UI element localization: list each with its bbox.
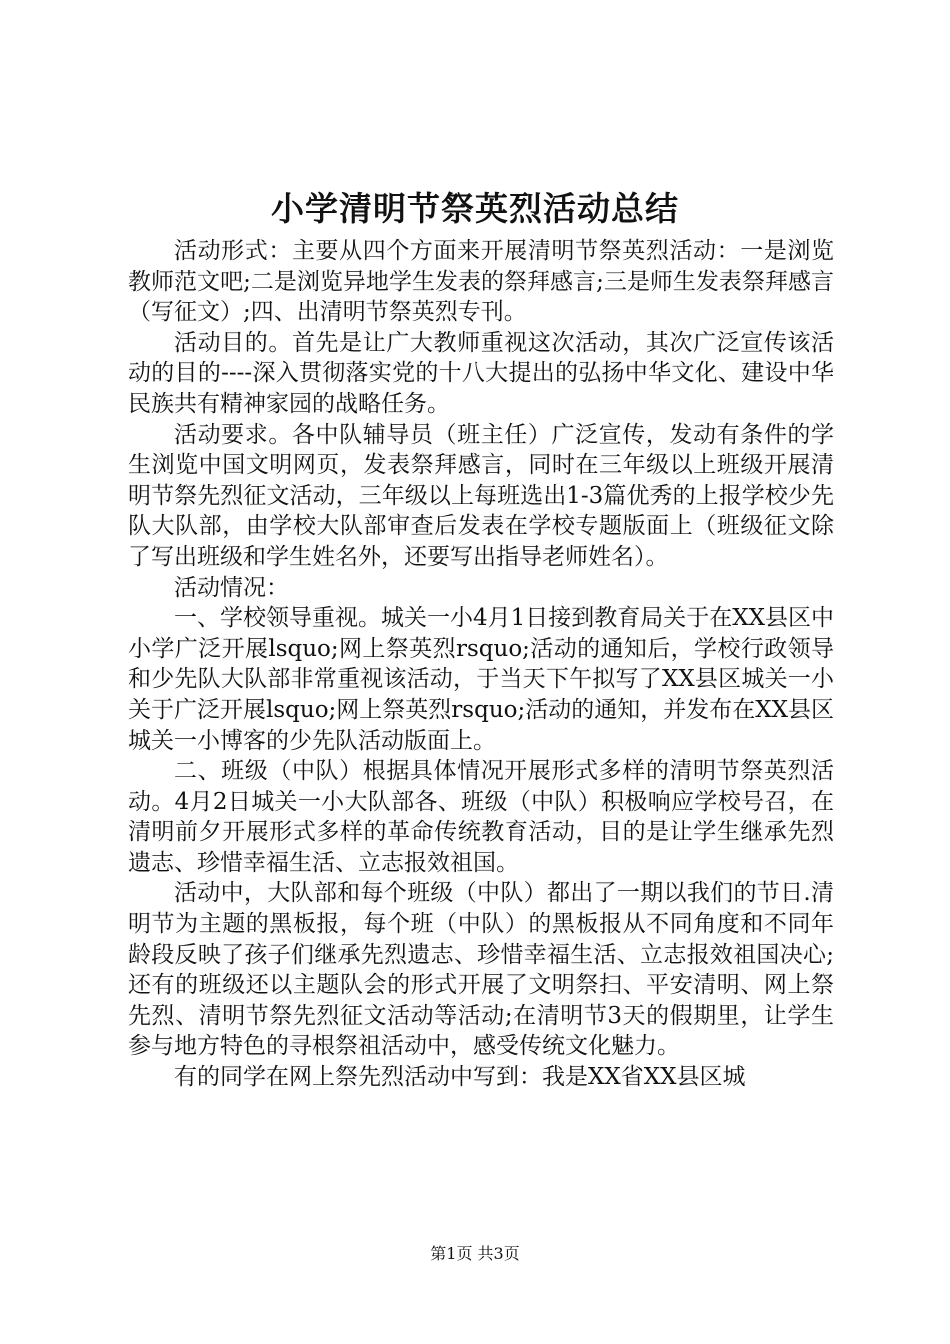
- paragraph-blackboard: 活动中，大队部和每个班级（中队）都出了一期以我们的节日.清明节为主题的黑板报，每个班（中队）的黑板报从不同角度和不同年龄段反映了孩子们继承先烈遗志、珍惜幸福生活、立志报效祖国决心;还有的班级还以主题队会的形式开展了文明祭扫、平安清明、网上祭先烈、清明节祭先烈征文活动等活动;在清明节3天的假期里，让学生参与地方特色的寻根祭祖活动中，感受传统文化魅力。: [128, 880, 834, 1060]
- paragraph-student-writing: 有的同学在网上祭先烈活动中写到：我是XX省XX县区城: [174, 1064, 746, 1091]
- paragraph-leadership: 一、学校领导重视。城关一小4月1日接到教育局关于在XX县区中小学广泛开展lsquo;网上祭英烈rsquo;活动的通知后，学校行政领导和少先队大队部非常重视该活动，于当天下午拟写了XX县区城关一小关于广泛开展lsquo;网上祭英烈rsquo;活动的通知，并发布在XX县区城关一小博客的少先队活动版面上。: [128, 605, 835, 754]
- page-number-footer: 第1页 共3页: [430, 1244, 520, 1263]
- document-title: 小学清明节祭英烈活动总结: [271, 189, 679, 228]
- paragraph-class-activities: 二、班级（中队）根据具体情况开展形式多样的清明节祭英烈活动。4月2日城关一小大队部各、班级（中队）积极响应学校号召，在清明前夕开展形式多样的革命传统教育活动，目的是让学生继承先烈遗志、珍惜幸福生活、立志报效祖国。: [128, 758, 834, 876]
- paragraph-activity-purpose: 活动目的。首先是让广大教师重视这次活动，其次广泛宣传该活动的目的----深入贯彻落实党的十八大提出的弘扬中华文化、建设中华民族共有精神家园的战略任务。: [128, 329, 834, 417]
- paragraph-activity-requirements: 活动要求。各中队辅导员（班主任）广泛宣传，发动有条件的学生浏览中国文明网页，发表祭拜感言，同时在三年级以上班级开展清明节祭先烈征文活动，三年级以上每班选出1-3篇优秀的上报学校少先队大队部，由学校大队部审查后发表在学校专题版面上（班级征文除了写出班级和学生姓名外，还要写出指导老师姓名）。: [128, 421, 834, 570]
- document-body: [128, 236, 834, 1093]
- paragraph-activity-form: 活动形式：主要从四个方面来开展清明节祭英烈活动：一是浏览教师范文吧;二是浏览异地学生发表的祭拜感言;三是师生发表祭拜感言（写征文）;四、出清明节祭英烈专刊。: [128, 238, 834, 326]
- paragraph-activity-status-heading: 活动情况：: [174, 574, 289, 601]
